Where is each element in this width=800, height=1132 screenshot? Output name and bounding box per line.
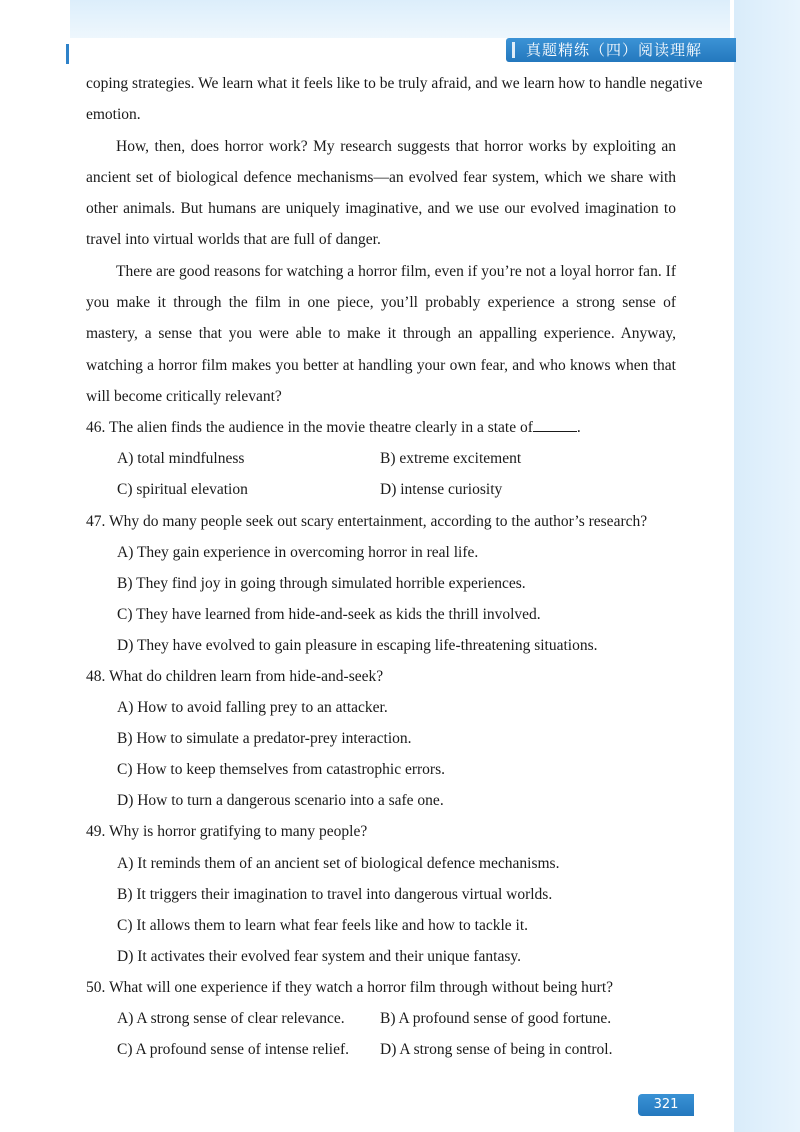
options-row [86,474,676,505]
header-left-marker [66,44,69,64]
passage-para2: How, then, does horror work? My research suggests that horror works by exploiting an ancient set of biological defence mechanisms—an evolved fear system, which we share with other animals. But humans are uniquely imaginative, and we use our evolved imagination to travel into virtual worlds that are full of danger. [86,137,676,249]
right-decorative-band [734,0,800,1132]
passage-para1-line2: emotion. [86,106,141,124]
question-47 [86,506,676,537]
question-stem: The alien finds the audience in the movie theatre clearly in a state of [108,419,533,437]
question-stem: What will one experience if they watch a horror film through without being hurt? [108,978,614,996]
option-c: C) It allows them to learn what fear feels like and how to tackle it. [117,916,529,934]
option-a: A) They gain experience in overcoming horror in real life. [117,543,479,561]
option-b: B) How to simulate a predator-prey interaction. [117,730,412,748]
option-d: D) It activates their evolved fear system and their unique fantasy. [117,947,521,965]
question-number: 46. [86,419,106,437]
question-48 [86,661,676,692]
page-content [86,68,703,1065]
option-a: A) A strong sense of clear relevance. [117,1010,345,1028]
passage-para1-line1: coping strategies. We learn what it feels like to be truly afraid, and we learn how to handle negative [86,75,703,92]
options-row [86,1034,676,1065]
question-49 [86,816,676,847]
question-stem-end: . [576,419,581,437]
option-a: A) total mindfulness [117,450,245,468]
page-number: 321 [638,1094,694,1116]
option-a: A) How to avoid falling prey to an attacker. [117,699,388,717]
options-row [86,1003,676,1034]
question-number: 48. [86,668,106,686]
option-b: B) A profound sense of good fortune. [380,1010,612,1028]
question-stem: What do children learn from hide-and-seek? [108,668,384,686]
option-b: B) It triggers their imagination to travel into dangerous virtual worlds. [117,885,553,903]
option-c: C) How to keep themselves from catastrophic errors. [117,761,445,779]
passage-para3: There are good reasons for watching a horror film, even if you’re not a loyal horror fan. If you make it through the film in one piece, you’ll probably experience a strong sense of mastery, a sense that you were able to make it through an appalling experience. Anyway, watching a horror film makes you better at handling your own fear, and who knows when that will become critically relevant? [86,262,676,405]
answer-blank [533,417,577,432]
option-d: D) A strong sense of being in control. [380,1041,613,1059]
option-a: A) It reminds them of an ancient set of biological defence mechanisms. [117,854,560,872]
question-number: 47. [86,512,106,530]
option-d: D) How to turn a dangerous scenario into a safe one. [117,792,444,810]
question-number: 49. [86,823,106,841]
question-number: 50. [86,978,106,996]
option-c: C) A profound sense of intense relief. [117,1041,350,1059]
question-stem: Why do many people seek out scary entertainment, according to the author’s research? [108,512,648,530]
option-d: D) intense curiosity [380,481,503,499]
top-decorative-band [70,0,730,38]
question-stem: Why is horror gratifying to many people? [108,823,368,841]
options-row [86,443,676,474]
option-c: C) spiritual elevation [117,481,248,499]
option-c: C) They have learned from hide-and-seek as kids the thrill involved. [117,605,541,623]
question-50 [86,972,676,1003]
option-b: B) extreme excitement [380,450,522,468]
section-title-tab: 真题精练（四）阅读理解 [506,38,736,62]
option-b: B) They find joy in going through simulated horrible experiences. [117,574,526,592]
question-46 [86,412,676,443]
option-d: D) They have evolved to gain pleasure in escaping life-threatening situations. [117,636,598,654]
